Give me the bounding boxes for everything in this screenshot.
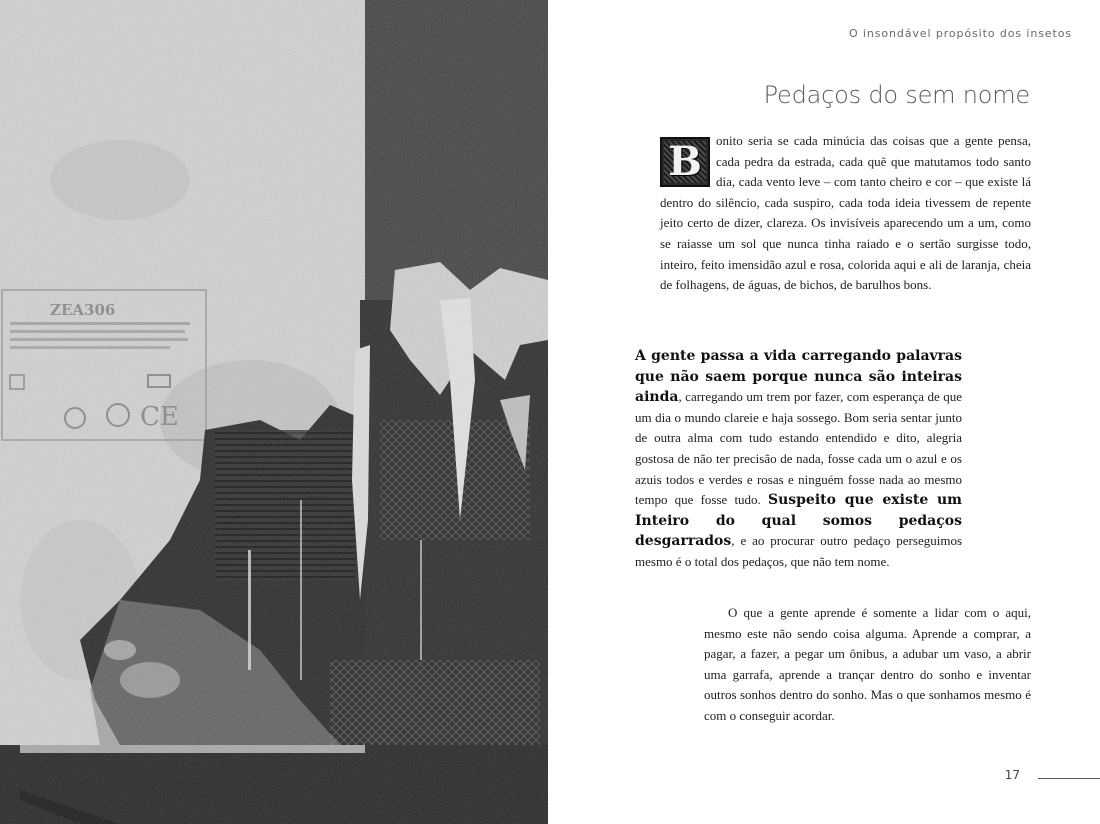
chapter-title: Pedaços do sem nome <box>763 81 1030 109</box>
paragraph-1 <box>660 131 1031 296</box>
emphasis-inline: Suspeito que existe um Inteiro do qual somos pedaços desgarrados <box>635 492 962 550</box>
paragraph-1-text: onito seria se cada minúcia das coisas que a gente pensa, cada pedra da estrada, cada quê que matutamos todo santo dia, cada vento leve – com tanto cheiro e cor – que existe lá dentro do silêncio, cada suspiro, cada toda ideia tivessem de repente jeito certo de dizer, clareza. Os invisíveis aparecendo um a um, como se raiasse um sol que nunca tinha raiado e o sertão surgisse todo, inteiro, feito imensidão azul e rosa, colorida aqui e ali de laranja, cheia de folhagens, de águas, de bichos, de barulhos bons. <box>660 133 1031 293</box>
emphasis-lead: A gente passa a vida carregando palavras que não saem porque nunca são inteiras ainda <box>635 348 962 406</box>
dropcap-initial <box>660 137 710 187</box>
collage-image <box>0 0 548 824</box>
photo-page <box>0 0 548 824</box>
dropcap-letter: B <box>668 138 702 185</box>
folio-rule <box>1038 778 1100 779</box>
paragraph-2-text-b: , e ao procurar outro pedaço perseguimos mesmo é o total dos pedaços, que não tem nome. <box>635 533 962 569</box>
paragraph-2-text-a: , carregando um trem por fazer, com esperança de que um dia o mundo clareie e haja sossego. Bom seria sentar junto de outra alma com tudo estando entendido e dito, alegria gostosa de não ter precisão de nada, fosse cada um o azul e os azuis todos e verdes e rosas e ninguém fosse nada ao mesmo tempo que fosse tudo. <box>635 389 962 508</box>
running-head: O insondável propósito dos insetos <box>848 27 1072 40</box>
text-page <box>548 0 1100 824</box>
page-number: 17 <box>1004 768 1020 782</box>
paragraph-3: O que a gente aprende é somente a lidar com o aqui, mesmo este não sendo coisa alguma. Aprende a comprar, a pagar, a fazer, a pegar um ônibus, a adubar um vaso, a abrir uma garrafa, aprende a trançar dentro do sonho e inventar outros sonhos dentro do sonho. Mas o que sonhamos mesmo é com o conseguir acordar. <box>704 605 1031 723</box>
paragraph-2 <box>635 346 962 573</box>
